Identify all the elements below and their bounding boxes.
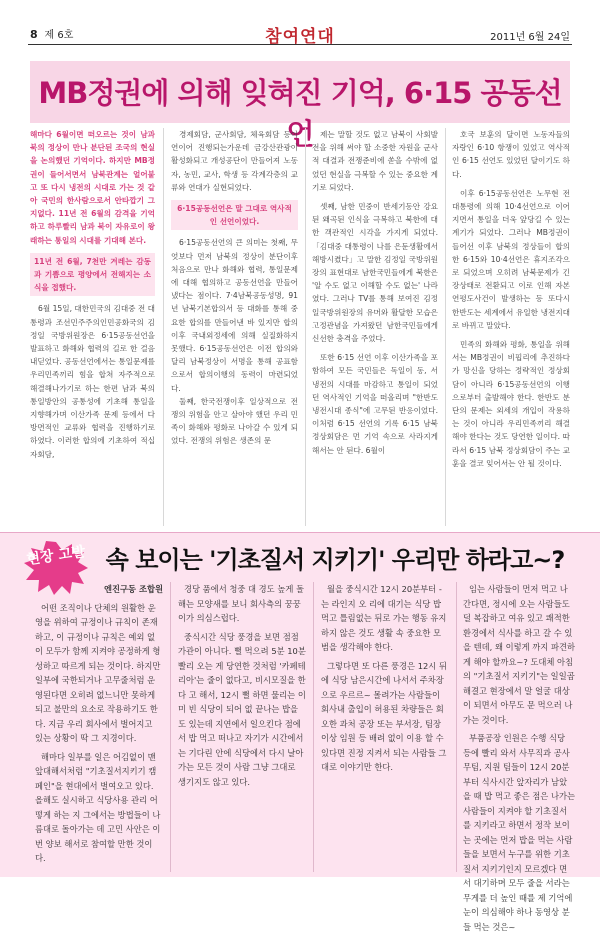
report-paragraph: 임는 사람들이 먼저 먹고 나간다면, 정시에 오는 사람들도 덜 복잡하고 여유 있고 쾌적한 환경에서 식사를 하고 갈 수 있을 텐데, 왜 이렇게 까지 파견하게 해야 할까요~? 도대체 아침의 "기초질서 지키기"는 일일곱 해결고 현장에서 말 얼굴 대상이 되면서 아무도 문 먹으러 나가는 것이다. [463, 584, 576, 725]
issue-number: 제 6호 [44, 30, 74, 41]
masthead-logo: 참여연대 [265, 27, 335, 47]
column-divider [445, 128, 446, 526]
report-column-2 [178, 582, 306, 872]
article-paragraph: 둘째, 한국전쟁이후 일상적으로 전쟁의 위험을 안고 살아야 했던 우리 민족이 화해와 평화로 나아갈 수 있게 되었다. 전쟁의 위험은 생존의 문 [171, 396, 298, 446]
article-lead: 해마다 6월이면 떠오르는 것이 남과 북의 정상이 만나 분단된 조국의 현실을 논의했던 기억이다. 하지만 MB정권이 들어서면서 남북관계는 얼어붙고 또 다시 냉전의 시대로 가는 것 같아 국민의 한사람으로서 안타깝기 그지없다. 11년 전 6월의 감격을 기억하고 하루빨리 남과 북이 자유로이 왕래하는 통일의 시대를 기대해 본다. [30, 130, 155, 245]
article-column-2 [171, 128, 298, 526]
article-paragraph: 민족의 화해와 평화, 통일을 위해서는 MB정권이 비핍리에 추진하다가 망신을 당하는 정략적인 정상회담이 아니라 6·15공동선언의 이행으로부터 출발해야 한다. 한반도 분단의 문제는 외세의 개입이 작용하는 것이 아니라 우리민족끼리 해결해야 한다는 것도 당연한 일이다. 따라서 6·15 남북 정상회담이 주는 교훈을 결코 잊어서는 안 될 것이다. [452, 340, 570, 468]
badge-label: 현장 고발 [25, 543, 87, 569]
report-paragraph: 중식시간 식당 풍경을 보면 점점 가관이 아니다. 뻘 먹으려 5분 10분 빨리 오는 게 당연한 것처럼 '카페테리아'는 줄이 없다고, 비시모질을 한다 고 해서, 12시 뻘 하면 물리는 이미 빈 식당이 되어 없 끝나는 밥을 도 있는데 지연에서 일으킨다 점에서 밥 먹고 떠나고 자기가 시간에서는 기다린 안에 식당에서 다시 날아가는 모든 것이 사람 그냥 그대로 생기지도 않고 있다. [178, 631, 306, 787]
report-paragraph: 월을 중식시간 12시 20분부터 -는 라인지 오 리에 대기는 식당 밥 먹고 틀림없는 뒤로 가는 행동 유지하지 않은 것도 생활 속 중요한 모범을 생각해야 한다. [321, 584, 447, 652]
article-column-1 [30, 128, 155, 526]
column-divider [313, 582, 314, 872]
headline: MB정권에 의해 잊혀진 기억, 6·15 공동선언 [38, 76, 562, 151]
page-number-value: 8 [30, 28, 38, 41]
article-paragraph: 셋째, 남한 민중이 반세기동안 강요된 왜곡된 인식을 극복하고 북한에 대한 객관적인 시각을 가지게 되었다. 「김대중 대통령이 나를 은둔생활에서 해방시켰다」고 말한 김정일 국방위원장의 표현대로 남한국민들에게 북한은 '알 수도 없고 이해할 수도 없는' 나라였다. 그러나 TV를 통해 보여진 김정일국방위원장의 유머와 활달한 모습은 고정관념을 가져왔던 남한국민들에게 신선한 충격을 주었다. [312, 202, 438, 344]
column-divider [170, 582, 171, 872]
report-paragraph: 경당 품에서 청중 대 경도 높게 돌해는 모양새를 보니 회사측의 꿍꿍이가 의심스럽다. [178, 584, 305, 623]
article-paragraph: 6·15공동선언의 큰 의미는 첫째, 무엇보다 먼저 남북의 정상이 분단이후 처음으로 만나 화해와 협력, 통일문제에 대해 협의하고 공동선언을 만들어냈다는 점이다. 7·4남북공동성명, 91년 남북기본합의서 등 대화를 통해 중요한 합의를 만들어낸 바 있지만 합의 이후 국내외정세에 의해 실질화하지 못했다. 6·15공동선언은 이전 합의와 달리 남북정상이 서명을 통해 공표함으로서 합의이행의 동력이 마련되었다. [171, 238, 298, 393]
article-subhead-1: 11년 전 6월, 7천만 겨레는 감동과 기쁨으로 평양에서 전해지는 소식을 접했다. [30, 253, 155, 297]
column-divider [163, 128, 164, 526]
column-divider [305, 128, 306, 526]
article-paragraph: 또한 6·15 선언 이후 이산가족을 포함하여 모든 국민들은 독일이 동, 서 냉전의 시대를 마감하고 통일이 되었던 역사적인 기억을 떠올리며 "한반도 냉전시대 종식"에 고무된 반응이었다. 이처럼 6·15 선언의 기록 6·15 남북 정상회담은 먼 기억 속으로 사라지게 해서는 안 된다. 6월이 [312, 353, 438, 455]
report-paragraph: 어떤 조직이나 단체의 원활한 운영을 위하여 규정이나 규칙이 존재하고, 이 규정이나 규칙은 예외 없이 모두가 함께 지켜야 공정하게 형성하고 따르게 되는 것이다. 하지만 일부에 국한되거나 고무줄처럼 운영된다면 오히려 없느니만 못하게 되고 불만의 요소로 작용하기도 한다. 지금 우리 회사에서 벌어지고 있는 상황이 딱 그 지경이다. [35, 602, 161, 743]
report-column-1 [35, 582, 163, 872]
column-divider [456, 582, 457, 872]
page-header [0, 0, 600, 56]
issue-date: 2011년 6월 24일 [490, 32, 570, 43]
report-paragraph: 그렇다면 또 다른 풍경은 12시 뒤에 식당 남은시간에 나서서 주차장으로 우르르~ 몰려가는 사람들이 회사내 출입이 허용된 차량들은 회오한 과처 공장 또는 부서장, 팀장 이상 임원 등 배려 없이 이용 할 수 있다면 진정 지켜서 되는 사람들 그대로 이야기만 한다. [321, 660, 447, 772]
section-divider [0, 532, 600, 533]
article-paragraph: 6월 15일, 대한민국의 김대중 전 대통령과 조선민주주의인민공화국의 김정일 국방위원장은 6·15공동선언을 발표하고 화해와 협력의 길로 한 걸음 내딛었다. 공동선언에서는 통일문제를 우리민족끼리 힘을 합쳐 자주적으로 해결해나가기로 하는 한편 남과 북의 통일방안의 공통성에 기초해 통일을 지향해가며 이산가족 문제 등에서 다방면적인 교류와 협력을 진행하기로 하였다. 이러한 합의에 기초하여 적십자회담, [30, 304, 156, 459]
report-column-4 [463, 582, 576, 932]
article-column-4 [452, 128, 570, 526]
article-paragraph: 경제회담, 군사회담, 체육회담 등이 연이어 진행되는가운데 금강산관광이 활성화되고 개성공단이 만들어져 노동자, 농민, 교사, 학생 등 각계각층의 교류와 연대가 실현되었다. [171, 130, 298, 192]
article-paragraph: 이후 6·15공동선언은 노무현 전 대통령에 의해 10·4선언으로 이어지면서 통일을 더욱 앞당길 수 있는 계기가 되었다. 그러나 MB정권이 들어선 이후 남북의 정상들이 합의한 6·15와 10·4선언은 휴지조각으로 되었으며 오히려 남북문제가 긴장상태로 전환되고 이로 인해 자본 연평도사건이 발생하는 등 또다시 한반도는 세계에서 유일한 냉전지대로 바뀌고 말았다. [452, 188, 570, 330]
article-paragraph: 호국 보훈의 달이면 노동자들의 자랑인 6·10 항쟁이 있었고 역사적인 6·15 선언도 있었던 달이기도 하다. [452, 130, 570, 179]
report-paragraph: 해마다 일부를 일은 어김없이 맨 앞대해서처럼 "기초질서지키기 캠페인"을 현대에서 벌여오고 있다. 올해도 실시하고 식당사용 관리 어떻게 하는 지 그에서는 방법들이 나름대로 돌아가는 데 고민 사안은 이번 양보 해서로 참여할 만한 것이다. [35, 751, 161, 863]
header-divider [28, 44, 572, 45]
report-column-3 [321, 582, 449, 872]
byline: 엔진구동 조합원 [104, 584, 163, 594]
article-subhead-2: 6·15공동선언은 말 그대로 역사적인 선언이었다. [171, 200, 298, 230]
article-paragraph: 제는 말할 것도 없고 남북이 사회발전을 위해 써야 할 소중한 자원을 군사적 대결과 전쟁준비에 쏟을 수밖에 없었던 현실을 극복할 수 있는 중요한 계기로 되었다. [312, 130, 438, 192]
section-title: 속 보이는 '기초질서 지키기' 우리만 하라고~? [105, 546, 565, 574]
headline-banner [30, 61, 570, 151]
article-column-3 [312, 128, 438, 526]
report-paragraph: 부품공장 인원은 수행 식당 등에 빨리 와서 사무직과 공사무팀, 지원 팀들이 12시 20분부터 식사시간 앞자리가 남았을 때 밥 먹고 좋은 점은 나가는 사람들이 지켜야 할 기초질서 를 지키라고 하면서 정작 보이는 곳에는 먼저 밥을 먹는 사람들을 보면서 누구를 위한 기초질서 지키기인지 모르겠다 면서 대기하며 모두 줄을 서라는 무게를 더 높인 때를 제 기억에 눈이 의심해야 하나 동영상 분들 먹는 것은~ [463, 733, 576, 932]
